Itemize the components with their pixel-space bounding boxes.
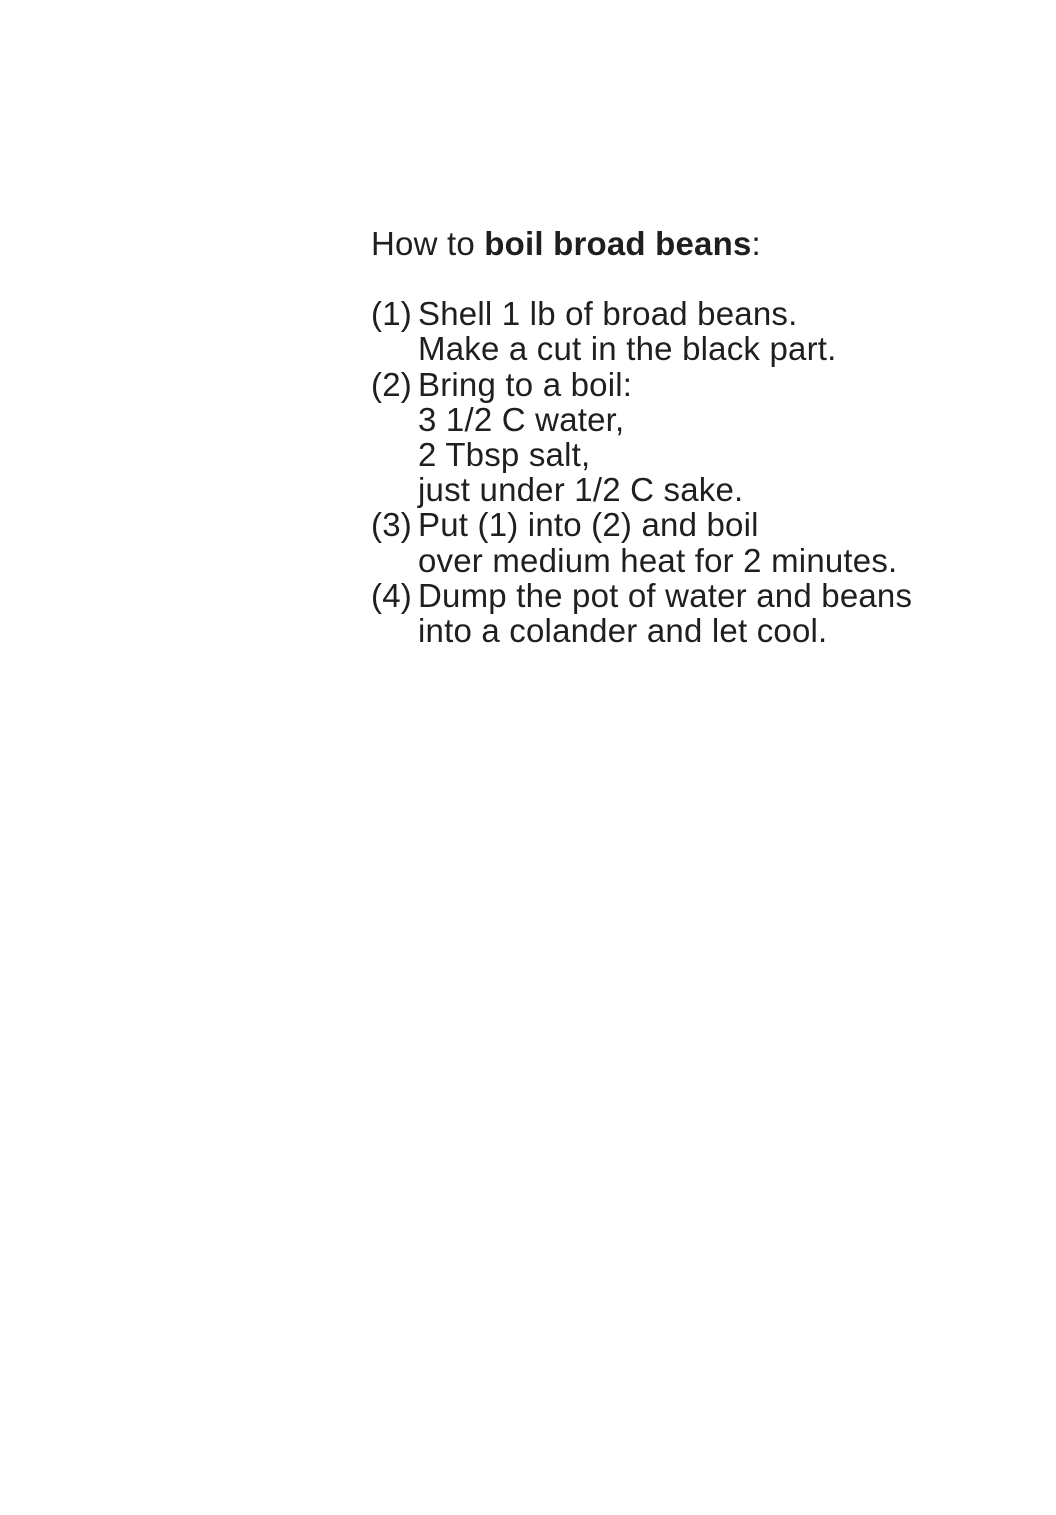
recipe-step-3: [371, 507, 912, 577]
step-text: [418, 507, 897, 577]
step-number: (3): [371, 506, 412, 544]
recipe-block: [371, 226, 912, 648]
step-text: [418, 367, 743, 508]
recipe-title-suffix: :: [751, 225, 761, 262]
step-line: just under 1/2 C sake.: [418, 471, 744, 509]
step-line: into a colander and let cool.: [418, 612, 828, 650]
step-number: (1): [371, 295, 412, 333]
recipe-steps: [371, 296, 912, 648]
step-line: Bring to a boil:: [418, 365, 633, 403]
step-number: (4): [371, 576, 412, 614]
recipe-step-2: [371, 367, 912, 508]
step-line: over medium heat for 2 minutes.: [418, 541, 898, 579]
step-line: Shell 1 lb of broad beans.: [418, 295, 798, 333]
step-text: [418, 578, 912, 648]
step-line: Put (1) into (2) and boil: [418, 506, 759, 544]
step-number: (2): [371, 365, 412, 403]
step-text: [418, 296, 837, 366]
recipe-step-1: [371, 296, 912, 366]
step-line: 3 1/2 C water,: [418, 400, 625, 438]
step-line: Make a cut in the black part.: [418, 330, 837, 368]
recipe-step-4: [371, 578, 912, 648]
step-line: Dump the pot of water and beans: [418, 576, 913, 614]
recipe-title-prefix: How to: [371, 225, 485, 262]
step-line: 2 Tbsp salt,: [418, 436, 591, 474]
recipe-title: [371, 226, 912, 261]
recipe-title-emphasis: boil broad beans: [484, 225, 752, 262]
